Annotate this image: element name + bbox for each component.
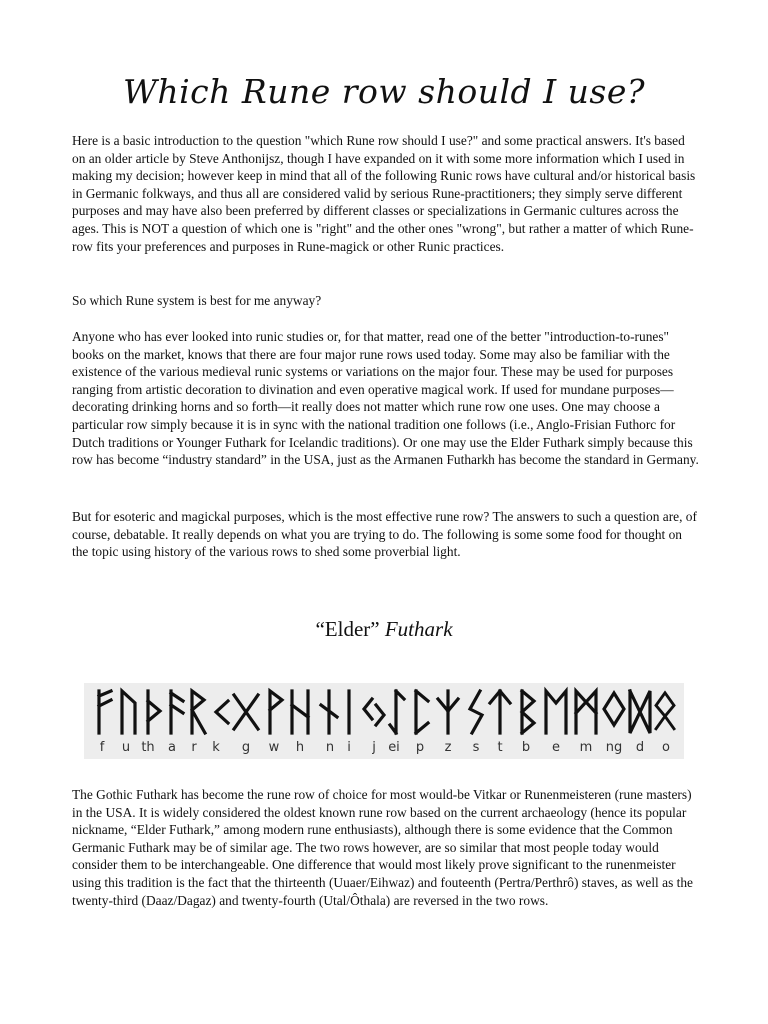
rune-letter-n: n (325, 740, 335, 755)
rune-letter-b: b (521, 740, 531, 755)
rune-berkano (522, 691, 534, 733)
rune-letter-g: g (241, 740, 251, 755)
page-title: Which Rune row should I use? (122, 72, 646, 111)
rune-jera (364, 699, 384, 725)
rune-letter-s: s (472, 740, 480, 755)
rune-ingwaz (604, 693, 624, 725)
rune-letter-m: m (579, 740, 593, 755)
rune-letter-i: i (347, 740, 351, 755)
rune-rows-paragraph: Anyone who has ever looked into runic studies or, for that matter, read one of the better "introduction-to-runes" books on the market, knows that there are four major rune rows used today. Some may also be familiar with the existence of the various medieval runic systems or variations on the major four. These may be used for purposes ranging from artistic decoration to divination and even operative magical work. If used for mundane purposes—decorating drinking horns and so forth—it really does not matter which rune row one uses. One may choose a particular row simply because it is in sync with the national tradition one follows (i.e., Anglo-Frisian Futhorc for Dutch traditions or Younger Futhark for Icelandic traditions). Or one may use the Elder Futhark simply because this row has become “industry standard” in the USA, just as the Armanen Futharkh has become the standard in Germany. (72, 329, 699, 468)
rune-perthro (416, 691, 428, 733)
elder-futhark-heading (0, 617, 768, 642)
rune-letter-u: u (121, 740, 131, 755)
rune-letter-j: j (372, 740, 376, 755)
rune-raidho (192, 691, 205, 733)
rune-sowilo (470, 691, 482, 733)
rune-ansuz (171, 691, 183, 733)
question-paragraph: So which Rune system is best for me anyway? (72, 293, 322, 308)
rune-eihwaz (390, 691, 404, 733)
rune-hagalaz (292, 691, 308, 733)
rune-gebo (234, 695, 258, 729)
rune-othala (656, 693, 674, 729)
rune-letter-r: r (191, 740, 197, 755)
rune-letter-th: th (141, 740, 155, 755)
rune-letter-f: f (99, 740, 105, 755)
rune-letter-h: h (295, 740, 305, 755)
rune-ehwaz (546, 691, 566, 733)
rune-letter-a: a (168, 740, 176, 755)
rune-letter-z: z (444, 740, 452, 755)
rune-dagaz (630, 691, 650, 733)
gothic-futhark-paragraph: The Gothic Futhark has become the rune row of choice for most would-be Vitkar or Runenmeisteren (rune masters) in the USA. It is widely considered the oldest known rune row based on the current archaeology (hence its popular nickname, “Elder Futhark,” among modern rune enthusiasts), although there is some evidence that the Common Germanic Futhark may be of similar age. The two rows however, are so similar that most people today would consider them to be interchangeable. One difference that would most likely prove significant to the runenmeister using this tradition is the fact that the thirteenth (Uuaer/Eihwaz) and fouteenth (Pertra/Perthrô) staves, as well as the twenty-third (Daaz/Dagaz) and twenty-fourth (Utal/Ôthala) are reversed in the two rows. (72, 787, 693, 908)
rune-letter-p: p (415, 740, 425, 755)
intro-paragraph: Here is a basic introduction to the question "which Rune row should I use?" and some practical answers. It's based on an older article by Steve Anthonijsz, though I have expanded on it with some more information which I used in making my decision; however keep in mind that all of the following Runic rows have cultural and/or historical basis in Germanic folkways, and thus all are considered valid by serious Rune-practitioners; they simply serve different purposes and may have also been preferred by different classes or specializations in Germanic cultures across the ages. This is NOT a question of which one is "right" and the other ones "wrong", but rather a matter of which Rune-row fits your preferences and purposes in Rune-magick or other Runic practices. (72, 133, 696, 254)
rune-row-figure (84, 683, 684, 759)
rune-letter-k: k (212, 740, 220, 755)
rune-tiwaz (490, 691, 510, 733)
esoteric-purposes-paragraph: But for esoteric and magickal purposes, which is the most effective rune row? The answers to such a question are, of course, debatable. It really depends on what you are trying to do. The following is some some food for thought on the topic using history of the various rows to shed some proverbial light. (72, 509, 697, 560)
rune-thurisaz (148, 691, 160, 733)
rune-letter-ng: ng (605, 740, 623, 755)
rune-uruz (122, 691, 135, 733)
rune-transliteration-row (100, 740, 670, 755)
rune-mannaz (576, 691, 596, 733)
heading-italic-part: Futhark (384, 617, 453, 641)
rune-wunjo (270, 691, 282, 733)
heading-plain-part: “Elder” (315, 617, 380, 641)
rune-fehu (99, 691, 111, 733)
rune-letter-t: t (497, 740, 503, 755)
elder-futhark-rune-image (84, 683, 684, 759)
rune-letter-o: o (662, 740, 670, 755)
rune-letter-ei: ei (388, 740, 400, 755)
rune-naudhiz (321, 691, 337, 733)
rune-letter-e: e (552, 740, 560, 755)
rune-letter-d: d (635, 740, 645, 755)
rune-letter-w: w (268, 740, 280, 755)
rune-kenaz (216, 701, 228, 723)
rune-algiz (438, 691, 458, 733)
